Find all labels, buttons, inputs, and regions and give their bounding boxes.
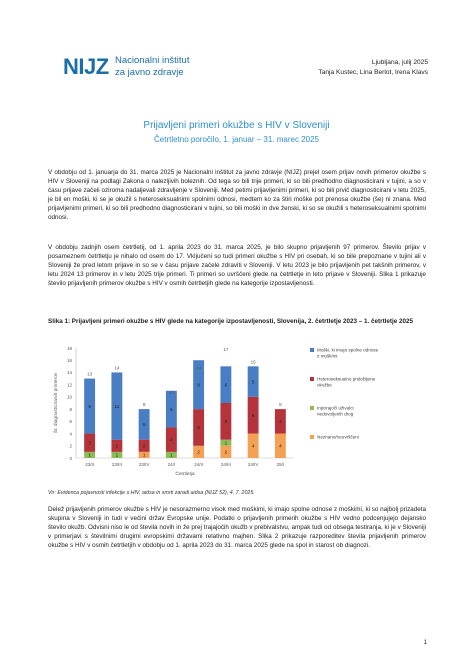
bar-value-label: 2 [142, 443, 146, 449]
bar-value-label: 1 [142, 452, 146, 458]
bar-value-label: 4 [279, 419, 282, 425]
bar-value-label: 5 [142, 422, 146, 428]
y-tick-label: 14 [66, 370, 72, 376]
y-tick-label: 10 [66, 394, 72, 400]
exposure-stacked-bar-chart [48, 340, 418, 485]
bar-total-label: 8 [142, 402, 146, 408]
x-tick-label: 24/IV [247, 462, 259, 467]
bar-value-label: 6 [197, 425, 200, 431]
place-date: Ljubljana, julij 2025 [371, 59, 428, 66]
legend-swatch [310, 435, 314, 439]
y-axis-label: Št. diagnosticiranih primerov [54, 372, 59, 434]
bar-value-label: 4 [251, 443, 255, 449]
bar-value-label: 2 [115, 443, 119, 449]
bar-total-label: 10 [168, 389, 174, 395]
x-tick-label: 23/II [85, 462, 95, 467]
bar-value-label: 1 [170, 452, 173, 458]
bar-value-label: 6 [170, 406, 173, 412]
paragraph-intro: V obdobju od 1. januarja do 31. marca 2025 je Nacionalni inštitut za javno zdravje (NIJZ) prejel osem prijav novih primerov okužbe s HIV v Sloveniji na podlagi Zakona o nalezljivih boleznih. Od tega so bili trije primeri, ki so bili predhodno diagnosticirani v tujini, a so v času prijave začeli oziroma nadaljevali zdravljenje v Sloveniji. Med petimi prijavljenimi primeri, ki so bili prvič diagnosticirani v letu 2025, je bil en moški, ki se je okužil s heteroseksualnimi spolnimi odnosi, medtem ko za štiri moške pot prenosa okužbe (še) ni znana. Med prijavljenimi primeri, ki so bili predhodno diagnosticirani v tujini, so bili moški in dve ženski, ki so se okužili s heteroseksualnimi spolnimi odnosi. [48, 169, 426, 221]
bar-value-label: 1 [88, 452, 91, 458]
bar-value-label: 9 [88, 403, 91, 409]
legend-swatch [310, 406, 314, 410]
y-tick-label: 6 [69, 419, 72, 425]
authors: Tanja Kustec, Lina Berlot, Irena Klavs [318, 69, 428, 76]
logo-line2: za javno zdravje [115, 67, 184, 78]
bar-value-label: 3 [88, 440, 91, 446]
y-tick-label: 0 [69, 455, 72, 461]
legend-swatch [310, 377, 314, 381]
y-tick-label: 18 [66, 345, 72, 351]
y-tick-label: 4 [69, 431, 72, 437]
figure-source: Vir: Evidenca pojavnosti infekcije s HIV, aidsa in smrti zaradi aidsa (NIJZ 52), 4. 7. 2025. [48, 490, 255, 496]
legend-label: Moški, ki imajo spolne odnose z moškimi [317, 347, 379, 359]
x-tick-label: 23/III [111, 462, 122, 467]
bar-value-label: 11 [114, 403, 120, 409]
logo-text [115, 55, 189, 79]
logo-mark: NIJZ [63, 54, 109, 79]
bar-value-label: 2 [197, 449, 200, 455]
bar-value-label: 2 [224, 449, 228, 455]
x-tick-label: 23/IV [138, 462, 150, 467]
legend-label: Heteroseksualno pridobljene okužbe [317, 376, 376, 388]
header-info [318, 58, 428, 78]
bar-value-label: 6 [224, 419, 228, 425]
paragraph-discussion: Delež prijavljenih primerov okužbe s HIV je nesorazmerno visok med moškimi, ki imajo spolne odnose z moškimi, ki so najbolj prizadeta skupina v Sloveniji in tudi v večini držav Evropske unije. Podatki o prijavljenih primerih okužbe s HIV vedno podcenjujejo dejansko število okužb. Odvisni niso le od števila novih in že prej trajajočih okužb v prebivalstvu, ampak tudi od obsega testiranja, ki je v Sloveniji v primerjavi s številnimi drugimi evropskimi državami relativno majhen. Slika 2 prikazuje razporeditev števila prijavljenih primerov okužbe s HIV v osmih četrtletjih v obdobju od 1. aprila 2023 do 31. marca 2025 glede na spol in starost ob diagnozi. [48, 506, 426, 549]
nijz-logo [63, 52, 193, 82]
x-tick-label: 24/III [220, 462, 231, 467]
bar-value-label: 1 [115, 452, 119, 458]
bar-value-label: 4 [279, 443, 282, 449]
bar-total-label: 13 [87, 371, 93, 377]
y-tick-label: 8 [69, 406, 72, 412]
bar-value-label: 1 [224, 440, 228, 446]
bar-total-label: 17 [223, 347, 229, 353]
y-tick-label: 16 [66, 358, 72, 364]
report-subtitle: Četrtletno poročilo, 1. januar – 31. marec 2025 [154, 135, 319, 144]
bar-total-label: 8 [279, 402, 282, 408]
bar-total-label: 15 [250, 359, 256, 365]
figure-caption: Slika 1: Prijavljeni primeri okužbe s HIV glede na kategorije izpostavljenosti, Slovenija, 2. četrtletje 2023 – 1. četrtletje 2025 [48, 318, 414, 325]
bar-value-label: 6 [224, 382, 228, 388]
x-tick-label: 24/I [167, 462, 176, 467]
x-axis-label: Četrtletja [175, 472, 195, 477]
y-tick-label: 2 [69, 443, 72, 449]
paragraph-period: V obdobju zadnjih osem četrtletij, od 1. aprila 2023 do 31. marca 2025, je bilo skupno prijavljenih 97 primerov. Število prijav v posameznem četrtletju je nihalo od osem do 17. Vključeni so tudi primeri okužbe s HIV pri osebah, ki so bile prepoznane v tujini ali v Sloveniji že pred letom prijave in so se v času prijave začele zdraviti v Sloveniji. V letu 2023 je bilo prijavljenih pet takšnih primerov, v letu 2024 13 primerov in v letu 2025 trije primeri. Ti primeri so uvrščeni glede na četrtletje in leto prijave v Sloveniji. Slika 1 prikazuje število prijavljenih primerov okužbe s HIV v osmih četrtletjih glede na kategorije izpostavljenosti. [48, 244, 426, 287]
bar-value-label: 6 [251, 412, 255, 418]
x-tick-label: 25/I [276, 462, 285, 467]
bar-total-label: 14 [114, 365, 120, 371]
y-tick-label: 12 [66, 382, 72, 388]
bar-value-label: 5 [251, 379, 255, 385]
bar-value-label: 8 [197, 382, 200, 388]
x-tick-label: 24/II [194, 462, 204, 467]
logo-line1: Nacionalni inštitut [115, 55, 190, 66]
bar-value-label: 4 [170, 437, 173, 443]
legend-label: Neznano/neuvrščeni [317, 434, 359, 440]
legend-swatch [310, 348, 314, 352]
report-title: Prijavljeni primeri okužbe s HIV v Sloveniji [143, 120, 330, 131]
bar-total-label: 14 [196, 365, 202, 371]
legend-label: Injicirajoči uživalci nedovoljenih drog [317, 405, 354, 417]
page-number: 1 [423, 640, 427, 646]
